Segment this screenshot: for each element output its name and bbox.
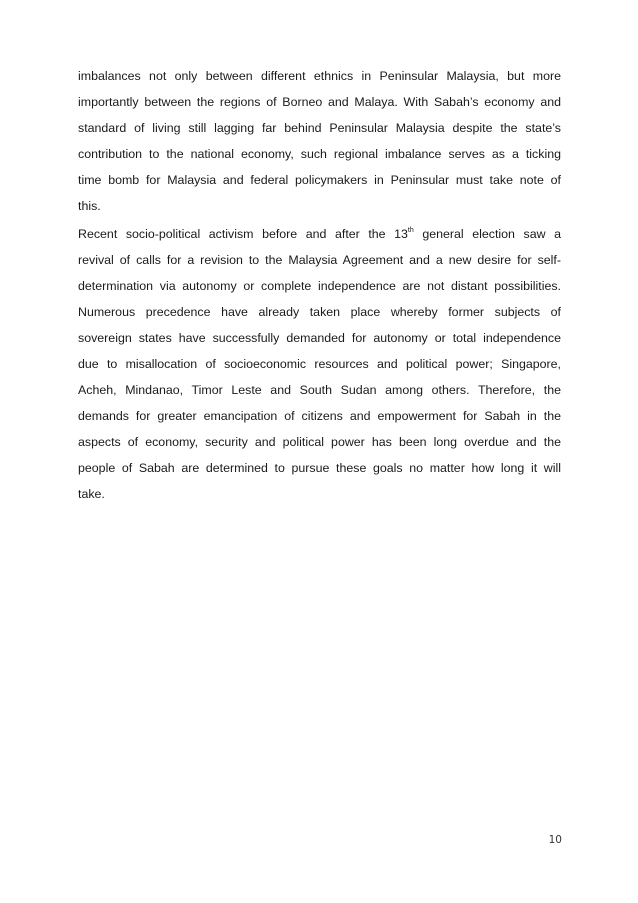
paragraph-line: determination via autonomy or complete independence are not distant possibilities. (78, 279, 561, 293)
paragraph-line: imbalances not only between different ethnics in Peninsular Malaysia, but more (78, 69, 561, 83)
ordinal-superscript: th (407, 227, 414, 234)
paragraph-line-with-superscript (78, 221, 561, 247)
paragraph-line: people of Sabah are determined to pursue these goals no matter how long it will (78, 461, 561, 475)
paragraph-line: importantly between the regions of Borneo and Malaya. With Sabah’s economy and (78, 95, 561, 109)
paragraph-line: aspects of economy, security and political power has been long overdue and the (78, 435, 561, 449)
paragraph-line: this. (78, 199, 101, 213)
paragraph-2 (78, 221, 561, 507)
paragraph-line: time bomb for Malaysia and federal policymakers in Peninsular must take note of (78, 173, 561, 187)
line-text-before: Recent socio-political activism before and after the 13 (78, 227, 408, 241)
paragraph-1 (78, 63, 561, 219)
paragraph-line: revival of calls for a revision to the Malaysia Agreement and a new desire for self- (78, 253, 561, 267)
page-number: 10 (548, 834, 562, 846)
paragraph-line: take. (78, 487, 105, 501)
paragraph-line: Numerous precedence have already taken place whereby former subjects of (78, 305, 561, 319)
paragraph-line: due to misallocation of socioeconomic resources and political power; Singapore, (78, 357, 561, 371)
paragraph-line: Acheh, Mindanao, Timor Leste and South Sudan among others. Therefore, the (78, 383, 561, 397)
line-text-after: general election saw a (413, 227, 561, 241)
paragraph-line: sovereign states have successfully demanded for autonomy or total independence (78, 331, 561, 345)
paragraph-line: demands for greater emancipation of citizens and empowerment for Sabah in the (78, 409, 561, 423)
paragraph-line: contribution to the national economy, such regional imbalance serves as a ticking (78, 147, 561, 161)
paragraph-line: standard of living still lagging far behind Peninsular Malaysia despite the state’s (78, 121, 561, 135)
